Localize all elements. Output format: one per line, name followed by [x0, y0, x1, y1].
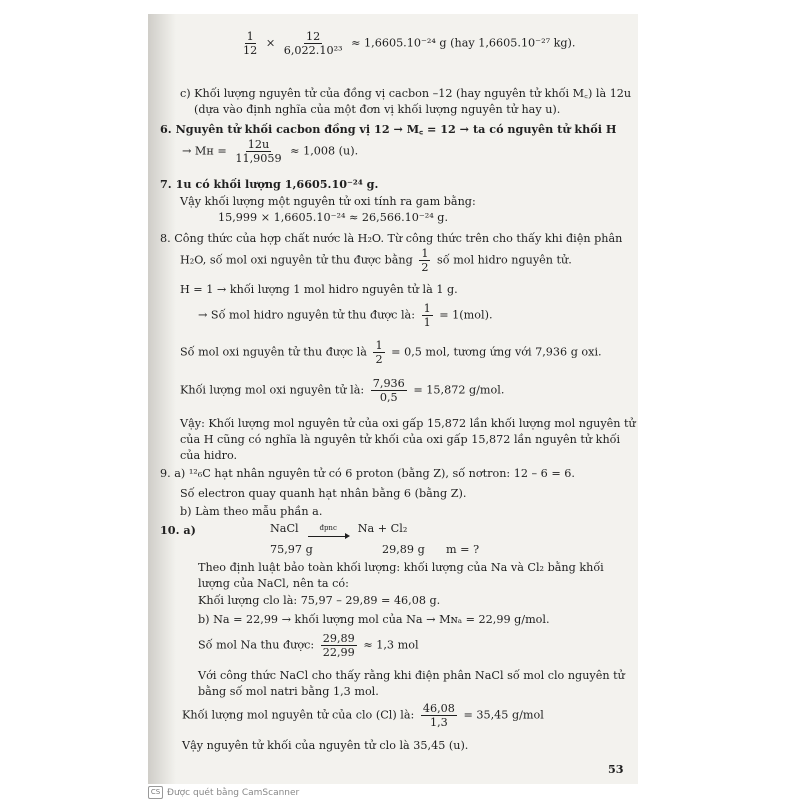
line-q9b: b) Làm theo mẫu phần a. [180, 505, 323, 518]
line-q10b: Theo định luật bảo toàn khối lượng: khối lượng của Na và Cl₂ bằng khối [198, 561, 604, 574]
scanned-page [148, 14, 638, 784]
line-1: $\frac{1}{12}$ × $\frac{12}{\text{6,022.10²³}}$ ≈ 1,6605.10⁻²⁴ g (hay 1,6605.10⁻²⁷ kg). [243, 30, 576, 57]
scanner-footer [148, 786, 299, 799]
line-q8: 8. Công thức của hợp chất nước là H₂O. Từ công thức trên cho thấy khi điện phân [160, 232, 623, 245]
line-q9a: 9. a) ¹²₆C hạt nhân nguyên tử có 6 proton (bằng Z), số nơtron: 12 – 6 = 6. [160, 467, 575, 480]
line-q10g2: bằng số mol natri bằng 1,3 mol. [198, 685, 379, 698]
mass-nacl: 75,97 g [270, 543, 313, 556]
scanner-footer-text: Được quét bằng CamScanner [167, 787, 300, 798]
camscanner-icon: CS [148, 786, 163, 799]
line-q8d: → Số mol hidro nguyên tử thu được là: $\frac{1}{1}$ = 1(mol). [198, 302, 493, 329]
line-q7c: 15,999 × 1,6605.10⁻²⁴ ≈ 26,566.10⁻²⁴ g. [218, 211, 449, 224]
line-q10g1: Với công thức NaCl cho thấy rằng khi điện phân NaCl số mol clo nguyên tử [198, 669, 625, 682]
page-number: 53 [608, 762, 624, 776]
line-q10c: lượng của NaCl, nên ta có: [198, 577, 349, 590]
line-q10i: Vậy nguyên tử khối của nguyên tử clo là 35,45 (u). [182, 739, 469, 752]
line-q10-label: 10. a) [160, 523, 196, 537]
line-q6: 6. Nguyên tử khối cacbon đồng vị 12 → M꜀ = 12 → ta có nguyên tử khối H [160, 122, 617, 136]
line-q8g3: của hidro. [180, 449, 238, 462]
line-q10f: Số mol Na thu được: $\frac{29,89}{22,99}$ ≈ 1,3 mol [198, 632, 419, 659]
line-q10h: Khối lượng mol nguyên tử của clo (Cl) là: $\frac{46,08}{1,3}$ = 35,45 g/mol [182, 702, 544, 729]
line-q8f: Khối lượng mol oxi nguyên tử là: $\frac{7,936}{0,5}$ = 15,872 g/mol. [180, 377, 505, 404]
mass-cl2: m = ? [446, 543, 480, 556]
line-q8e: Số mol oxi nguyên tử thu được là $\frac{1}{2}$ = 0,5 mol, tương ứng với 7,936 g oxi. [180, 339, 602, 366]
line-q7: 7. 1u có khối lượng 1,6605.10⁻²⁴ g. [160, 177, 379, 191]
line-q8g1: Vậy: Khối lượng mol nguyên tử của oxi gấp 15,872 lần khối lượng mol nguyên tử [180, 417, 636, 430]
mass-na: 29,89 g [382, 543, 425, 556]
line-q6b: → Mʜ = $\frac{12u}{11,9059}$ ≈ 1,008 (u). [182, 138, 359, 165]
line-q8c: H = 1 → khối lượng 1 mol hidro nguyên tử là 1 g. [180, 283, 458, 296]
reaction-arrow: đpnc [308, 521, 348, 537]
line-q9a2: Số electron quay quanh hạt nhân bằng 6 (bằng Z). [180, 487, 467, 500]
line-c1: c) Khối lượng nguyên tử của đồng vị cacbon –12 (hay nguyên tử khối M꜀) là 12u [180, 87, 632, 100]
line-q10e: b) Na = 22,99 → khối lượng mol của Na → Mɴₐ = 22,99 g/mol. [198, 613, 550, 626]
line-q7b: Vậy khối lượng một nguyên tử oxi tính ra gam bằng: [180, 195, 476, 208]
line-q8g2: của H cũng có nghĩa là nguyên tử khối của oxi gấp 15,872 lần nguyên tử khối [180, 433, 621, 446]
line-q8b: H₂O, số mol oxi nguyên tử thu được bằng $\frac{1}{2}$ số mol hidro nguyên tử. [180, 247, 572, 274]
line-c2: (dựa vào định nghĩa của một đơn vị khối lượng nguyên tử hay u). [194, 103, 561, 116]
line-q10-reaction: NaCl đpnc Na + Cl₂ [270, 522, 408, 535]
line-q10d: Khối lượng clo là: 75,97 – 29,89 = 46,08 g. [198, 594, 441, 607]
